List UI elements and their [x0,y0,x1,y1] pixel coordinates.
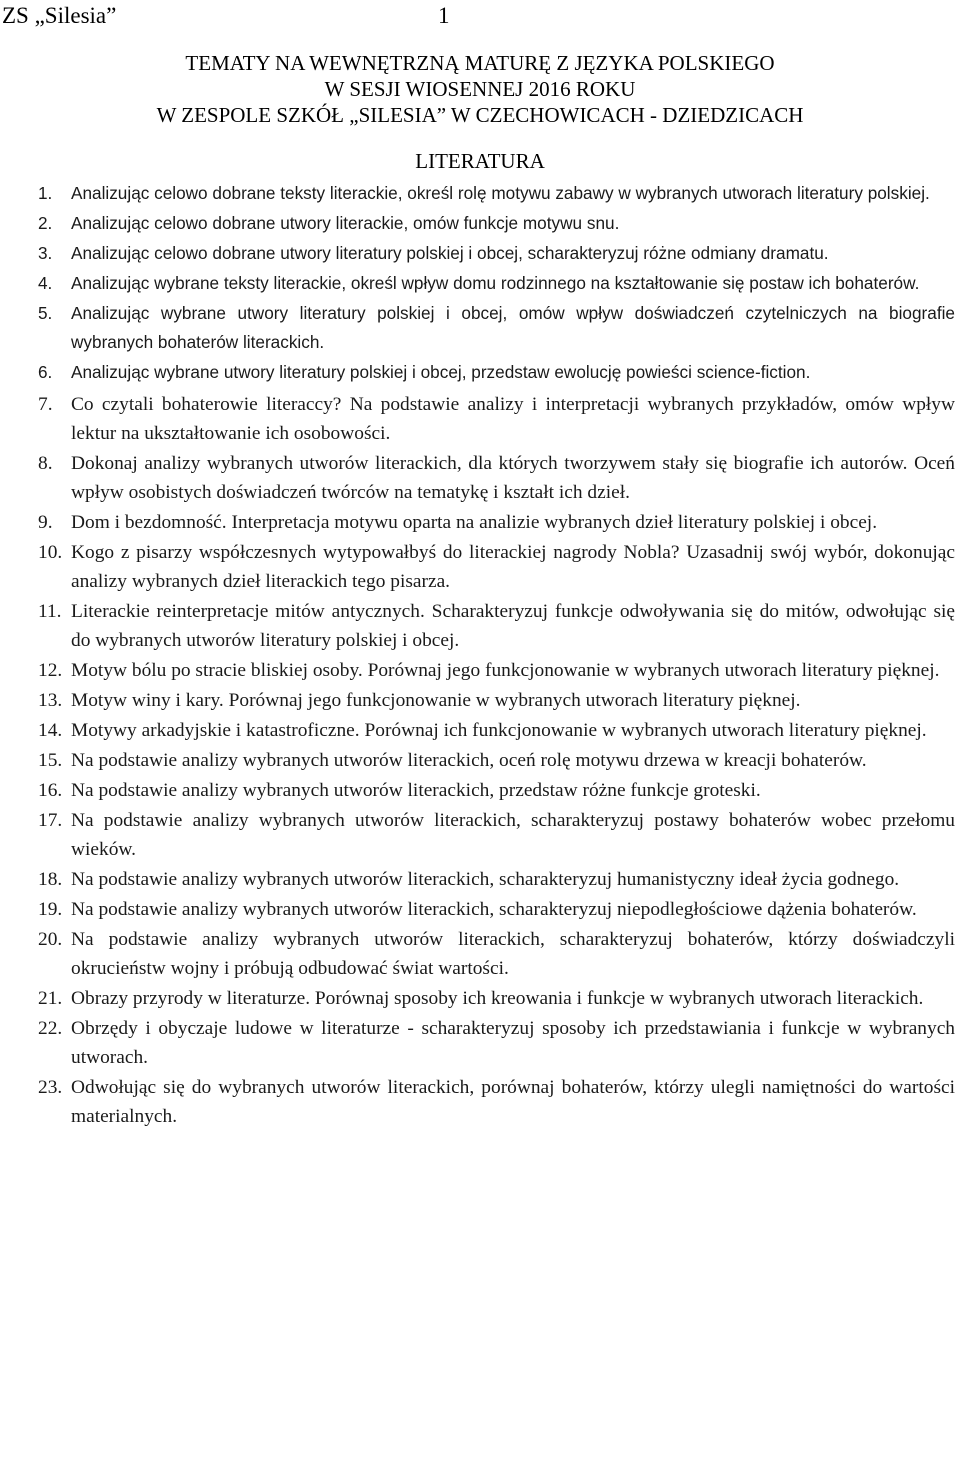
topic-number: 2. [38,213,53,233]
topic-item [38,358,955,387]
topic-number: 10. [38,542,63,563]
topic-item [38,686,955,715]
topic-number: 19. [38,899,63,920]
topic-number: 23. [38,1077,63,1098]
topic-number: 7. [38,394,53,415]
topic-item [38,299,955,357]
topic-text: Na podstawie analizy wybranych utworów literackich, scharakteryzuj humanistyczny ideał życia godnego. [71,869,900,890]
topic-item [38,865,955,894]
topic-item [38,776,955,805]
title-line-1: TEMATY NA WEWNĘTRZNĄ MATURĘ Z JĘZYKA POLSKIEGO [185,51,775,75]
topic-item [38,508,955,537]
topic-item [38,390,955,448]
topic-text: Na podstawie analizy wybranych utworów literackich, scharakteryzuj bohaterów, którzy doświadczyli okrucieństw wojny i próbują odbudować świat wartości. [71,929,955,979]
topic-number: 6. [38,362,53,382]
school-name: ZS „Silesia” [2,3,117,28]
topic-text: Analizując celowo dobrane utwory literatury polskiej i obcej, scharakteryzuj różne odmiany dramatu. [71,243,829,263]
section-title: LITERATURA [415,149,545,173]
topic-number: 11. [38,601,62,622]
topic-number: 22. [38,1018,63,1039]
topic-item [38,209,955,238]
topic-item [38,269,955,298]
topic-item [38,806,955,864]
topic-text: Na podstawie analizy wybranych utworów literackich, scharakteryzuj postawy bohaterów wobec przełomu wieków. [71,810,955,860]
topic-text: Obrazy przyrody w literaturze. Porównaj sposoby ich kreowania i funkcje w wybranych utworach literackich. [71,988,924,1009]
topic-list-serif [38,390,955,1132]
topic-number: 12. [38,660,63,681]
topic-item [38,239,955,268]
topic-text: Analizując celowo dobrane teksty literackie, określ rolę motywu zabawy w wybranych utworach literatury polskiej. [71,183,930,203]
topic-text: Na podstawie analizy wybranych utworów literackich, scharakteryzuj niepodległościowe dążenia bohaterów. [71,899,917,920]
topic-text: Analizując wybrane teksty literackie, określ wpływ domu rodzinnego na kształtowanie się postaw ich bohaterów. [71,273,920,293]
topic-text: Na podstawie analizy wybranych utworów literackich, przedstaw różne funkcje groteski. [71,780,761,801]
topic-item [38,449,955,507]
topic-item [38,1014,955,1072]
topic-text: Na podstawie analizy wybranych utworów literackich, oceń rolę motywu drzewa w kreacji bohaterów. [71,750,867,771]
title-line-2: W SESJI WIOSENNEJ 2016 ROKU [324,77,636,101]
topic-text: Odwołując się do wybranych utworów literackich, porównaj bohaterów, którzy ulegli namiętności do wartości materialnych. [71,1077,955,1127]
topic-text: Motyw winy i kary. Porównaj jego funkcjonowanie w wybranych utworach literatury pięknej. [71,690,801,711]
topic-number: 15. [38,750,63,771]
topic-number: 16. [38,780,63,801]
topic-text: Dokonaj analizy wybranych utworów literackich, dla których tworzywem stały się biografie ich autorów. Oceń wpływ osobistych doświadczeń twórców na tematykę i kształt ich dzieł. [71,453,955,503]
topic-number: 17. [38,810,63,831]
topic-text: Motywy arkadyjskie i katastroficzne. Porównaj ich funkcjonowanie w wybranych utworach literatury pięknej. [71,720,927,741]
page-header [0,0,960,34]
topic-text: Dom i bezdomność. Interpretacja motywu oparta na analizie wybranych dzieł literatury polskiej i obcej. [71,512,878,533]
title-line-3: W ZESPOLE SZKÓŁ „SILESIA” W CZECHOWICACH - DZIEDZICACH [156,103,804,127]
topic-number: 1. [38,183,53,203]
topic-text: Obrzędy i obyczaje ludowe w literaturze - scharakteryzuj sposoby ich przedstawiania i funkcje w wybranych utworach. [71,1018,955,1068]
topic-number: 20. [38,929,63,950]
topic-text: Motyw bólu po stracie bliskiej osoby. Porównaj jego funkcjonowanie w wybranych utworach literatury pięknej. [71,660,940,681]
topic-number: 14. [38,720,63,741]
topic-number: 4. [38,273,53,293]
page-number: 1 [438,3,450,28]
topic-number: 3. [38,243,53,263]
topic-text: Literackie reinterpretacje mitów antycznych. Scharakteryzuj funkcje odwoływania się do mitów, odwołując się do wybranych utworów literatury polskiej i obcej. [71,601,955,651]
topic-item [38,746,955,775]
topic-item [38,925,955,983]
topic-text: Analizując wybrane utwory literatury polskiej i obcej, omów wpływ doświadczeń czytelniczych na biografie wybranych bohaterów literackich. [71,303,955,352]
topic-item [38,597,955,655]
topic-text: Analizując wybrane utwory literatury polskiej i obcej, przedstaw ewolucję powieści science-fiction. [71,362,811,382]
topic-item [38,716,955,745]
topic-number: 5. [38,303,53,323]
topic-item [38,179,955,208]
topic-text: Kogo z pisarzy współczesnych wytypowałbyś do literackiej nagrody Nobla? Uzasadnij swój wybór, dokonując analizy wybranych dzieł literackich tego pisarza. [71,542,955,592]
topic-item [38,1073,955,1131]
topic-item [38,984,955,1013]
topic-item [38,895,955,924]
topic-number: 13. [38,690,63,711]
topic-text: Co czytali bohaterowie literaccy? Na podstawie analizy i interpretacji wybranych przykładów, omów wpływ lektur na ukształtowanie ich osobowości. [71,394,955,444]
topic-item [38,538,955,596]
topic-text: Analizując celowo dobrane utwory literackie, omów funkcje motywu snu. [71,213,620,233]
topic-list-sans [38,179,955,388]
topic-number: 8. [38,453,53,474]
topic-number: 21. [38,988,63,1009]
topic-item [38,656,955,685]
document-title [0,50,960,128]
topic-number: 18. [38,869,63,890]
topic-number: 9. [38,512,53,533]
